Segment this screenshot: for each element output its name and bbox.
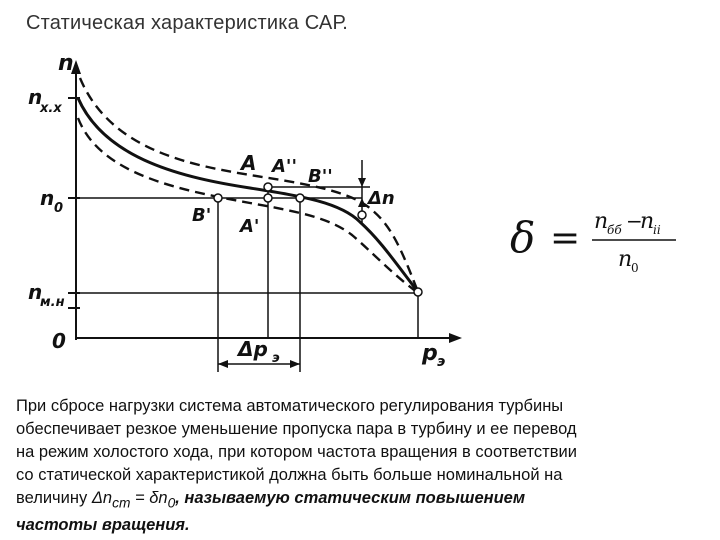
point-a1 <box>264 194 272 202</box>
label-nxx: n <box>28 85 43 109</box>
point-a2 <box>296 194 304 202</box>
equation-dn-sub: ст <box>112 495 131 511</box>
label-delta-p-sub: э <box>272 351 280 366</box>
upper-dashed-curve <box>80 78 418 292</box>
formula-den: n <box>618 247 633 272</box>
formula-den-sub: 0 <box>631 261 639 275</box>
dp-arrow-left <box>218 360 228 368</box>
label-nxx-sub: х.х <box>40 101 62 116</box>
description-line-2: обеспечивает резкое уменьшение пропуска пара в турбину и ее перевод <box>16 420 577 438</box>
label-delta-n: Δn <box>368 188 395 209</box>
label-axis-y: n <box>58 51 74 76</box>
formula-num-a: n <box>594 209 609 234</box>
label-n0-sub: 0 <box>54 201 64 216</box>
dn-arrow-up <box>358 178 366 187</box>
main-characteristic-curve <box>78 98 418 292</box>
label-a: A <box>241 151 257 175</box>
point-a <box>264 183 272 191</box>
label-nmn: n <box>28 280 43 304</box>
formula-num-b-sub: ii <box>653 223 661 237</box>
formula-num-b: n <box>640 209 655 234</box>
formula-minus: − <box>626 209 643 233</box>
description-line-4: со статической характеристикой должна быть больше номинальной на <box>16 466 563 484</box>
formula-num-a-sub: бб <box>607 223 622 237</box>
description-emphasis-1: , называемую статическим повышением <box>175 489 526 507</box>
equation-mid-sub: 0 <box>167 495 176 511</box>
point-end <box>414 288 422 296</box>
dp-arrow-right <box>290 360 300 368</box>
equation-mid: = δn <box>130 489 168 507</box>
point-b1 <box>214 194 222 202</box>
description-text <box>16 395 706 537</box>
description-emphasis-2: частоты вращения. <box>16 516 190 535</box>
description-line-3: на режим холостого хода, при котором частота вращения в соответствии <box>16 443 577 461</box>
label-a2: A'' <box>272 156 297 177</box>
label-a1: A' <box>240 216 260 237</box>
label-n0: n <box>40 186 55 210</box>
label-b1: B' <box>192 205 212 226</box>
description-line-5-prefix: величину <box>16 489 92 507</box>
x-axis-arrow <box>449 333 462 343</box>
equation-dn: Δn <box>91 489 113 507</box>
label-axis-x-sub: э <box>437 354 446 370</box>
label-axis-x: p <box>422 341 438 366</box>
label-origin: 0 <box>52 329 66 353</box>
point-b2 <box>358 211 366 219</box>
formula-delta: δ <box>510 213 536 262</box>
label-delta-p: Δp <box>238 337 268 361</box>
description-line-1: При сбросе нагрузки система автоматического регулирования турбины <box>16 397 564 415</box>
label-b2: B'' <box>308 166 333 187</box>
formula-equals: = <box>550 218 581 259</box>
slide-title: Статическая характеристика САР. <box>26 12 348 34</box>
droop-formula <box>510 200 700 280</box>
description-line-5 <box>16 487 706 514</box>
label-nmn-sub: м.н <box>40 295 65 310</box>
